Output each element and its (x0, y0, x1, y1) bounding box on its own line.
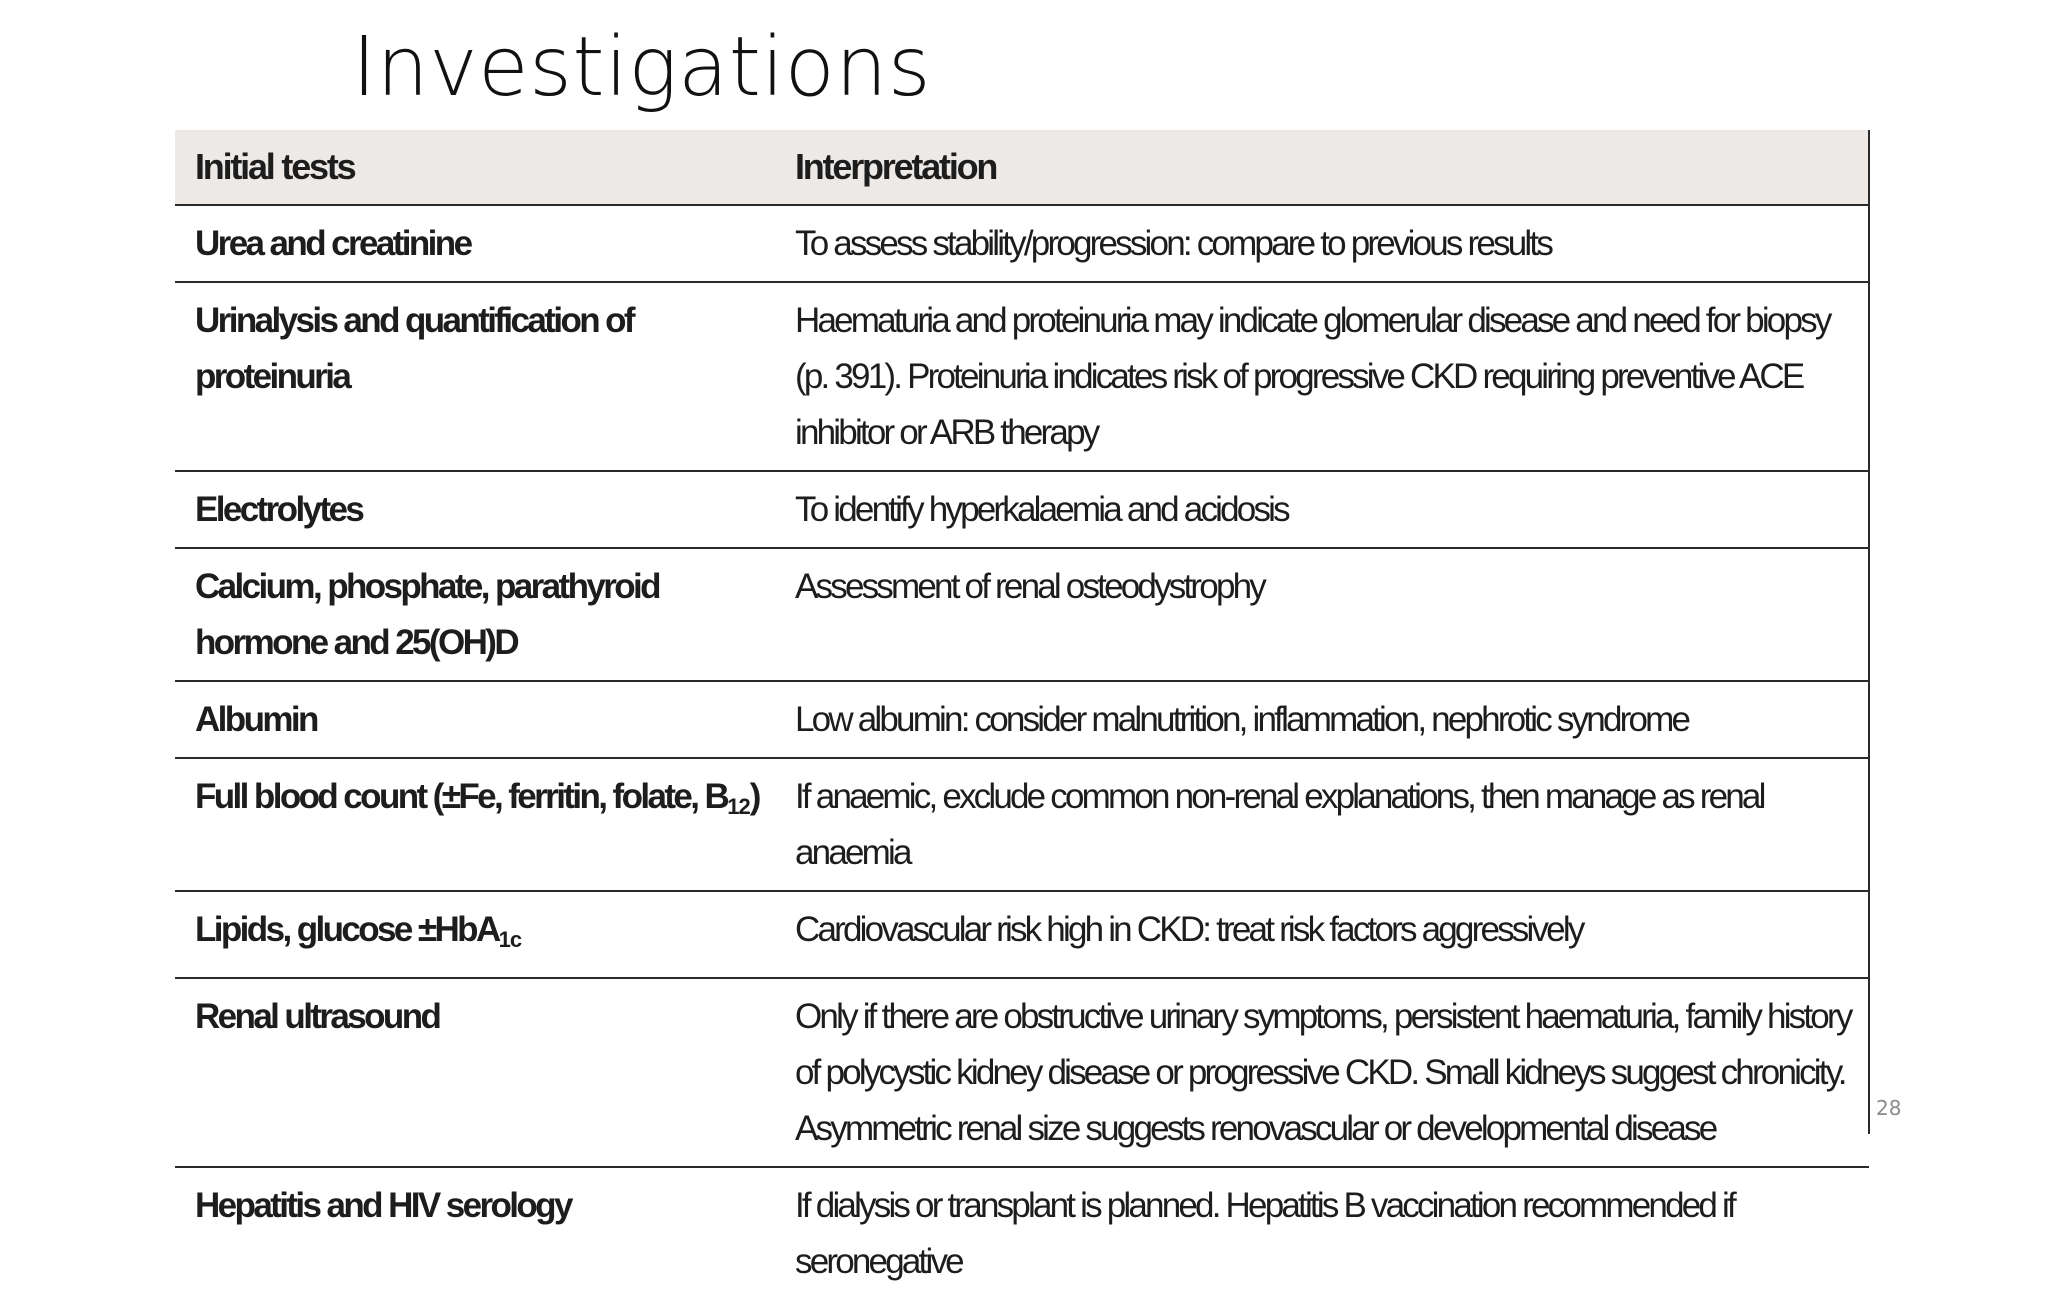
test-name: Electrolytes (175, 471, 775, 548)
table-row (175, 758, 1869, 891)
subscript: 1c (498, 927, 522, 952)
table-right-border (1868, 130, 1870, 1134)
test-interpretation: Only if there are obstructive urinary symptoms, persistent haematuria, family history of polycystic kidney disease or progressive CKD. Small kidneys suggest chronicity. Asymmetric renal size suggests renovascular or developmental disease (775, 978, 1869, 1167)
table-row (175, 891, 1869, 978)
page-number: 28 (1876, 1096, 1902, 1120)
test-name-tail: ) (749, 777, 759, 816)
test-interpretation: Low albumin: consider malnutrition, inflammation, nephrotic syndrome (775, 681, 1869, 758)
table-header-row (175, 130, 1869, 205)
column-header-initial-tests: Initial tests (175, 130, 775, 205)
slide-title: Investigations (352, 20, 932, 115)
test-name: Renal ultrasound (175, 978, 775, 1167)
test-name-text: Lipids, glucose ±HbA (195, 910, 499, 949)
test-name (175, 758, 775, 891)
test-name-text: Full blood count (±Fe, ferritin, folate, B (195, 777, 728, 816)
table-header (175, 130, 1869, 205)
table-row (175, 205, 1869, 282)
test-name: Urinalysis and quantification of proteinuria (175, 282, 775, 471)
table-row (175, 282, 1869, 471)
test-interpretation: Haematuria and proteinuria may indicate glomerular disease and need for biopsy (p. 391). Proteinuria indicates risk of progressive CKD requiring preventive ACE inhibitor or ARB therapy (775, 282, 1869, 471)
table-row (175, 548, 1869, 681)
test-name: Hepatitis and HIV serology (195, 1186, 571, 1225)
test-interpretation: If dialysis or transplant is planned. Hepatitis B vaccination recommended if seronegative (795, 1186, 1734, 1281)
test-interpretation: To identify hyperkalaemia and acidosis (775, 471, 1869, 548)
column-header-interpretation: Interpretation (775, 130, 1869, 205)
test-name (175, 891, 775, 978)
table-row (175, 978, 1869, 1167)
table-row (175, 681, 1869, 758)
table-row (175, 471, 1869, 548)
investigations-table-container (175, 130, 1869, 1299)
test-name: Albumin (175, 681, 775, 758)
test-interpretation: To assess stability/progression: compare to previous results (775, 205, 1869, 282)
table-row (175, 1167, 1869, 1299)
test-interpretation: Cardiovascular risk high in CKD: treat risk factors aggressively (775, 891, 1869, 978)
test-name: Calcium, phosphate, parathyroid hormone and 25(OH)D (175, 548, 775, 681)
test-interpretation: Assessment of renal osteodystrophy (775, 548, 1869, 681)
table-body (175, 205, 1869, 1299)
investigations-table (175, 130, 1869, 1299)
subscript: 12 (727, 794, 750, 819)
test-name: Urea and creatinine (175, 205, 775, 282)
test-interpretation: If anaemic, exclude common non-renal explanations, then manage as renal anaemia (775, 758, 1869, 891)
